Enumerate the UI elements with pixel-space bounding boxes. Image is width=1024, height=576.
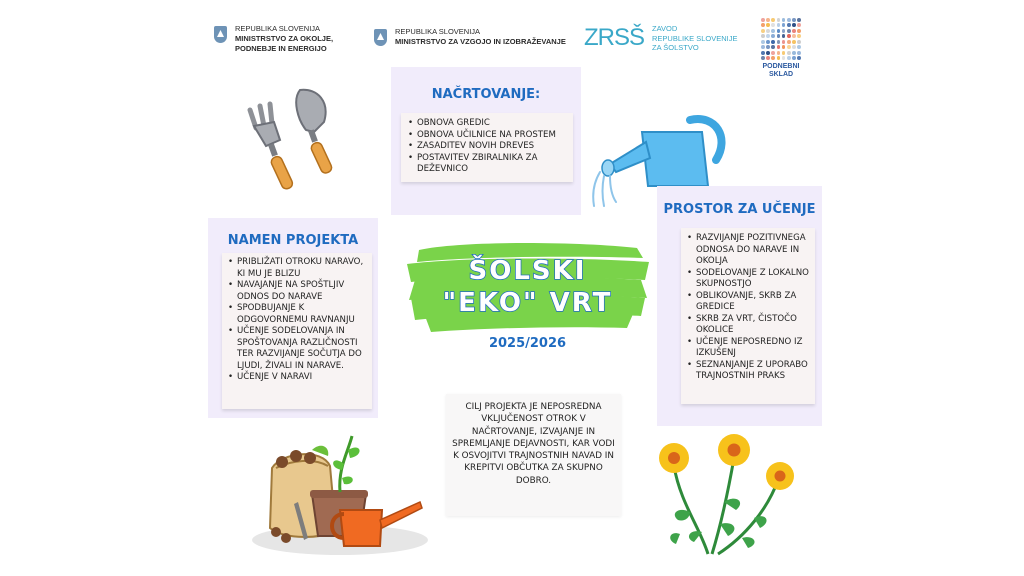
learning-space-title: PROSTOR ZA UČENJE [663,202,816,217]
logo-dot [782,23,786,27]
list-item: • SEZNANJANJE Z UPORABO TRAJNOSTNIH PRAKS [686,360,810,383]
logo-dot [771,45,775,49]
logo-line: ZA ŠOLSTVO [652,43,699,52]
logo-dot [787,23,791,27]
logo-dot [766,34,770,38]
logo-dot [787,29,791,33]
logo-dot [777,18,781,22]
podnebni-sklad-logo [758,18,804,79]
coat-of-arms-icon [374,29,387,46]
list-item: • UČENJE SODELOVANJA IN SPOŠTOVANJA RAZLIČNOSTI TER RAZVIJANJE SOČUTJA DO LJUDI, ŽIVALI IN NARAVE. [227,326,367,372]
planning-card [391,67,581,215]
seedling-pot-icon [252,428,432,560]
logo-dot [797,23,801,27]
list-item: • SPODBUJANJE K ODGOVORNEMU RAVNANJU [227,303,367,326]
logo-dot [771,34,775,38]
purpose-title: NAMEN PROJEKTA [227,233,359,248]
logo-dot [761,56,765,60]
logo-dot [787,34,791,38]
logo-dot [787,56,791,60]
ministry-environment-logo [214,24,333,54]
logo-dot [787,18,791,22]
list-item: • UČENJE V NARAVI [227,372,367,384]
logo-dot [761,45,765,49]
logo-dot [782,45,786,49]
project-goal: CILJ PROJEKTA JE NEPOSREDNA VKLJUČENOST OTROK V NAČRTOVANJE, IZVAJANJE IN SPREMLJANJE DEJAVNOSTI, KAR VODI K OSVOJITVI TRAJNOSTNIH NAVAD IN KREPITVI OBČUTKA ZA SKUPNO DOBRO. [446,394,621,516]
logo-dot [797,18,801,22]
list-item: • ZASADITEV NOVIH DREVES [407,141,567,153]
logo-dot [782,40,786,44]
logo-dot [797,34,801,38]
logo-dot [797,29,801,33]
logo-dot [792,29,796,33]
logo-dot [771,51,775,55]
zrss-logo [584,24,737,53]
logo-dot [766,56,770,60]
sunflower [718,434,750,466]
ministry-education-logo [374,27,566,47]
logo-dot [771,29,775,33]
list-item: • PRIBLIŽATI OTROKU NARAVO, KI MU JE BLIZU [227,257,367,280]
logo-dot [771,40,775,44]
logo-dot [771,18,775,22]
project-title-block [405,236,650,366]
logo-dot [761,34,765,38]
logo-dot [797,56,801,60]
logo-dot [766,18,770,22]
logo-dot [777,23,781,27]
logo-dot [761,29,765,33]
list-item: • OBNOVA GREDIC [407,118,567,130]
logo-dot [792,56,796,60]
logo-dot [761,18,765,22]
list-item: • NAVAJANJE NA SPOŠTLJIV ODNOS DO NARAVE [227,280,367,303]
list-item: • RAZVIJANJE POZITIVNEGA ODNOSA DO NARAVE IN OKOLJA [686,233,810,268]
list-item: • SODELOVANJE Z LOKALNO SKUPNOSTJO [686,268,810,291]
logo-dot [771,56,775,60]
logo-dot [761,40,765,44]
logo-dot [792,34,796,38]
logo-line: PODNEBJE IN ENERGIJO [235,44,327,53]
purpose-card [208,218,378,418]
coat-of-arms-icon [214,26,227,43]
title-line-1: ŠOLSKI [468,256,587,286]
zrss-mark: ZRSŠ [584,24,645,52]
logo-dot [777,56,781,60]
logo-dot [761,51,765,55]
logo-dot [792,18,796,22]
logo-dot [766,40,770,44]
logo-dot [766,29,770,33]
logo-dot [797,40,801,44]
logo-dot [787,51,791,55]
logo-dot [766,23,770,27]
logo-dot [792,51,796,55]
logo-line: PODNEBNI [762,63,800,70]
list-item: • OBNOVA UČILNICE NA PROSTEM [407,130,567,142]
dot-grid-icon [761,18,801,60]
logo-dot [782,34,786,38]
logo-dot [797,45,801,49]
planning-title: NAČRTOVANJE: [431,87,541,102]
logo-dot [766,51,770,55]
logo-dot [787,40,791,44]
planning-list [407,118,567,176]
title-line-2: "EKO" VRT [442,288,613,318]
school-year: 2025/2026 [488,336,567,351]
learning-space-list-box [681,228,815,404]
list-item: • SKRB ZA VRT, ČISTOČO OKOLICE [686,314,810,337]
logo-dot [792,40,796,44]
logo-dot [777,51,781,55]
logo-dot [787,45,791,49]
logo-dot [782,18,786,22]
logo-dot [777,45,781,49]
logo-dot [782,29,786,33]
learning-space-card [657,186,822,426]
logo-line: REPUBLIKE SLOVENIJE [652,33,738,43]
list-item: • OBLIKOVANJE, SKRB ZA GREDICE [686,291,810,314]
list-item: • UČENJE NEPOSREDNO IZ IZKUŠENJ [686,337,810,360]
logo-dot [782,56,786,60]
sunflower [766,462,794,490]
logo-line: SKLAD [768,71,794,78]
logo-line: MINISTRSTVO ZA VZGOJO IN IZOBRAŽEVANJE [395,37,566,46]
logo-dot [792,23,796,27]
purpose-list [227,257,367,384]
sunflower [659,443,689,473]
logo-dot [771,23,775,27]
logo-dot [792,45,796,49]
logo-line: ZAVOD [652,24,678,33]
garden-tools-icon [240,82,360,202]
logo-dot [761,23,765,27]
logo-dot [777,29,781,33]
logo-dot [782,51,786,55]
logo-line: MINISTRSTVO ZA OKOLJE, [235,34,334,43]
sunflowers-icon [650,432,800,556]
logo-dot [766,45,770,49]
purpose-list-box [222,253,372,409]
logo-dot [777,34,781,38]
logo-dot [777,40,781,44]
learning-space-list [686,233,810,383]
planning-list-box [401,113,573,182]
list-item: • POSTAVITEV ZBIRALNIKA ZA DEŽEVNICO [407,153,567,176]
logo-line: REPUBLIKA SLOVENIJA [395,27,481,36]
logo-line: REPUBLIKA SLOVENIJA [235,24,321,33]
logo-dot [797,51,801,55]
